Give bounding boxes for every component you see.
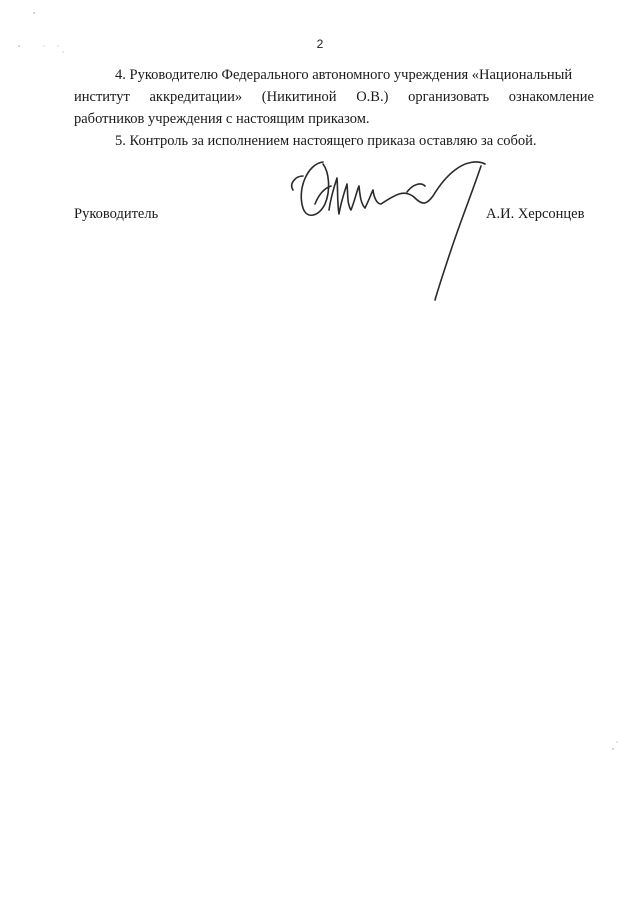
paragraph-line: 4. Руководителю Федерального автономного учреждения «Национальный bbox=[115, 67, 573, 83]
signoff-name: А.И. Херсонцев bbox=[486, 206, 585, 222]
paragraph-5 bbox=[74, 130, 594, 152]
paragraph-line: 5. Контроль за исполнением настоящего приказа оставляю за собой. bbox=[115, 133, 537, 149]
signature-icon bbox=[285, 150, 500, 310]
paragraph-4 bbox=[74, 64, 594, 130]
page-number: 2 bbox=[316, 37, 324, 51]
signoff-title: Руководитель bbox=[74, 206, 159, 222]
paragraph-line: институт аккредитации» (Никитиной О.В.) организовать ознакомление bbox=[74, 89, 594, 105]
paragraph-line: работников учреждения с настоящим приказом. bbox=[74, 111, 370, 127]
document-body bbox=[74, 64, 594, 152]
